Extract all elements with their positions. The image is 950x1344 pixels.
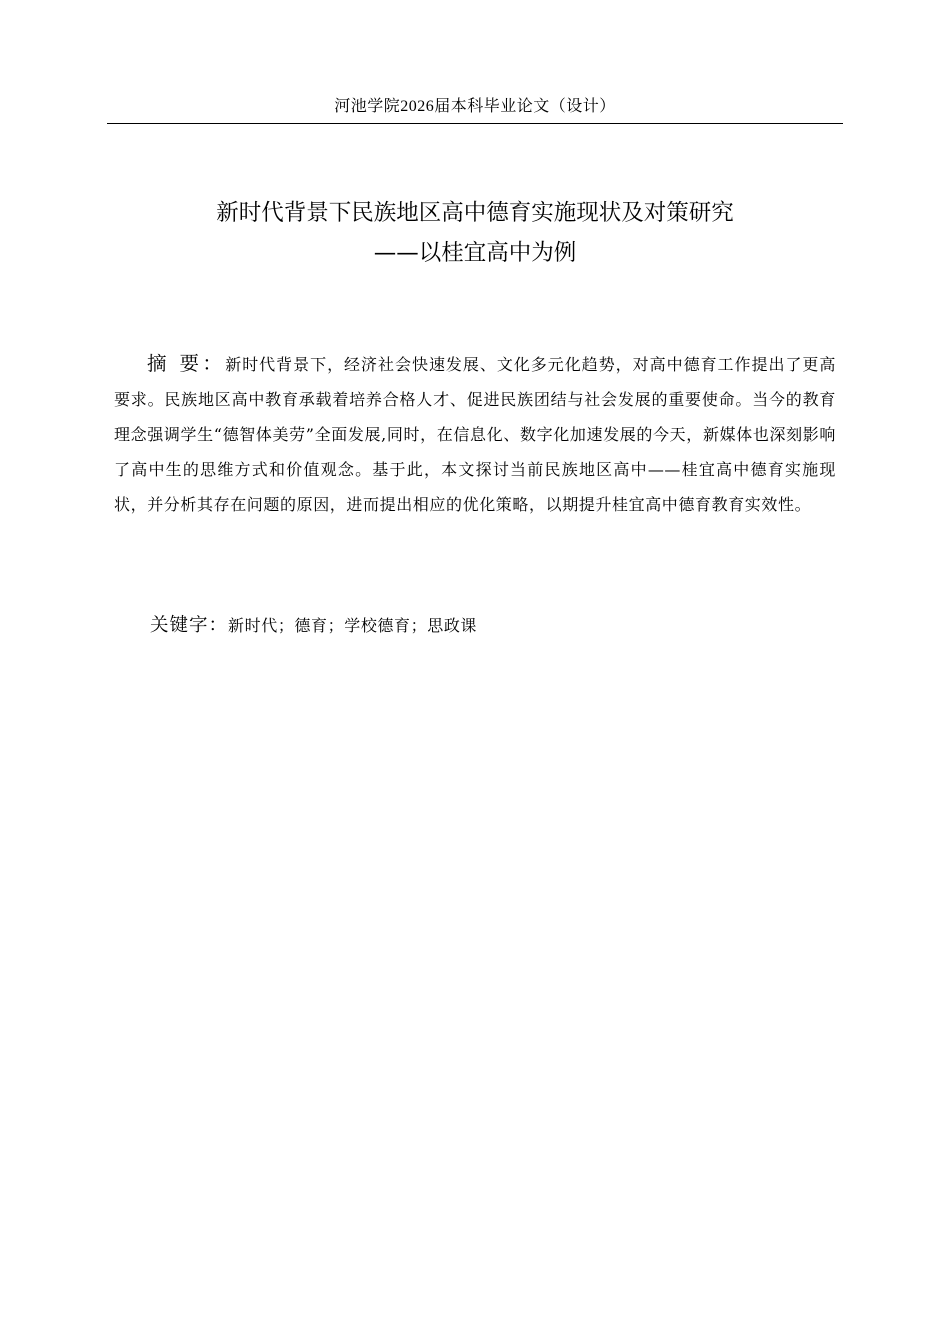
running-header: 河池学院2026届本科毕业论文（设计） bbox=[334, 98, 616, 115]
header-rule bbox=[107, 123, 843, 124]
abstract-paragraph bbox=[114, 346, 836, 522]
keywords-line bbox=[150, 608, 840, 643]
keywords-text: 新时代；德育；学校德育；思政课 bbox=[228, 616, 478, 635]
abstract-text: 新时代背景下，经济社会快速发展、文化多元化趋势，对高中德育工作提出了更高要求。民族地区高中教育承载着培养合格人才、促进民族团结与社会发展的重要使命。当今的教育理念强调学生“德智体美劳”全面发展,同时，在信息化、数字化加速发展的今天，新媒体也深刻影响了高中生的思维方式和价值观念。基于此，本文探讨当前民族地区高中——桂宜高中德育实施现状，并分析其存在问题的原因，进而提出相应的优化策略，以期提升桂宜高中德育教育实效性。 bbox=[114, 355, 837, 514]
paper-title: 新时代背景下民族地区高中德育实施现状及对策研究 bbox=[216, 200, 734, 226]
paper-subtitle: ——以桂宜高中为例 bbox=[373, 240, 577, 266]
keywords-label: 关键字： bbox=[150, 615, 229, 636]
abstract-label: 摘 要： bbox=[147, 352, 226, 375]
